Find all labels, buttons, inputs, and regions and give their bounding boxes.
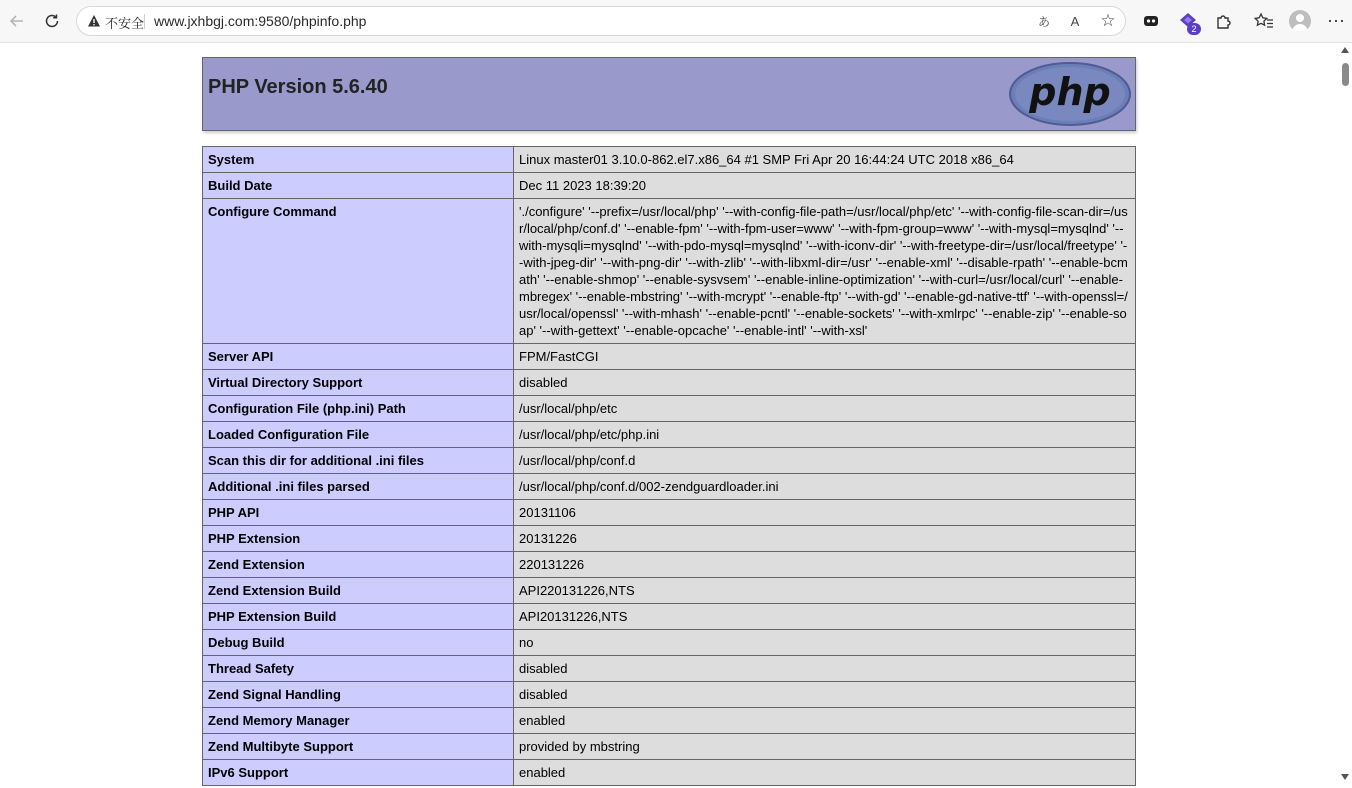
row-value: /usr/local/php/etc — [514, 396, 1136, 422]
refresh-icon[interactable] — [41, 10, 63, 32]
favorites-icon[interactable] — [1253, 10, 1275, 32]
row-key: Scan this dir for additional .ini files — [203, 448, 514, 474]
row-key: Zend Memory Manager — [203, 708, 514, 734]
table-row — [203, 708, 1136, 734]
scrollbar-thumb[interactable] — [1342, 63, 1349, 86]
row-key: Additional .ini files parsed — [203, 474, 514, 500]
row-key: Zend Extension — [203, 552, 514, 578]
row-value: 20131226 — [514, 526, 1136, 552]
row-key: Zend Extension Build — [203, 578, 514, 604]
row-value: enabled — [514, 708, 1136, 734]
address-bar[interactable] — [76, 6, 1126, 36]
row-key: Build Date — [203, 173, 514, 199]
row-value: 20131106 — [514, 500, 1136, 526]
table-row — [203, 734, 1136, 760]
table-row — [203, 199, 1136, 344]
row-key: Loaded Configuration File — [203, 422, 514, 448]
table-row — [203, 370, 1136, 396]
read-aloud-icon[interactable]: A — [1070, 13, 1080, 29]
row-key: Zend Signal Handling — [203, 682, 514, 708]
browser-toolbar — [0, 0, 1352, 43]
url-text[interactable]: www.jxhbgj.com:9580/phpinfo.php — [154, 13, 367, 29]
table-row — [203, 682, 1136, 708]
address-separator — [144, 14, 145, 29]
row-key: Zend Multibyte Support — [203, 734, 514, 760]
profile-icon[interactable] — [1289, 10, 1311, 32]
table-row — [203, 760, 1136, 786]
table-row — [203, 552, 1136, 578]
row-key: PHP API — [203, 500, 514, 526]
phpinfo-table — [202, 146, 1136, 786]
table-row — [203, 656, 1136, 682]
table-row — [203, 344, 1136, 370]
row-key: System — [203, 147, 514, 173]
row-key: Configure Command — [203, 199, 514, 344]
row-value: /usr/local/php/etc/php.ini — [514, 422, 1136, 448]
row-value: /usr/local/php/conf.d/002-zendguardloader.ini — [514, 474, 1136, 500]
row-key: Thread Safety — [203, 656, 514, 682]
row-value: no — [514, 630, 1136, 656]
row-key: Server API — [203, 344, 514, 370]
row-key: Debug Build — [203, 630, 514, 656]
copilot-icon[interactable] — [1140, 10, 1162, 32]
row-key: IPv6 Support — [203, 760, 514, 786]
table-row — [203, 448, 1136, 474]
row-value: /usr/local/php/conf.d — [514, 448, 1136, 474]
read-aloud-translate-icon[interactable]: あ — [1037, 14, 1050, 29]
vertical-scrollbar[interactable] — [1338, 43, 1352, 788]
row-value: API220131226,NTS — [514, 578, 1136, 604]
row-value: enabled — [514, 760, 1136, 786]
row-key: Configuration File (php.ini) Path — [203, 396, 514, 422]
back-icon[interactable] — [6, 10, 28, 32]
row-value: FPM/FastCGI — [514, 344, 1136, 370]
table-row — [203, 422, 1136, 448]
extension-badge: 2 — [1187, 23, 1201, 35]
row-value: provided by mbstring — [514, 734, 1136, 760]
row-value: disabled — [514, 370, 1136, 396]
table-row — [203, 500, 1136, 526]
scroll-down-icon[interactable] — [1341, 774, 1349, 780]
php-logo-icon — [1009, 62, 1131, 126]
row-key: PHP Extension Build — [203, 604, 514, 630]
row-value: disabled — [514, 682, 1136, 708]
page-title: PHP Version 5.6.40 — [208, 76, 388, 98]
php-header — [202, 57, 1136, 131]
table-row — [203, 173, 1136, 199]
table-row — [203, 396, 1136, 422]
row-value: API20131226,NTS — [514, 604, 1136, 630]
row-value: './configure' '--prefix=/usr/local/php' '--with-config-file-path=/usr/local/php/etc' '--with-config-file-scan-dir=/usr/local/php/conf.d' '--enable-fpm' '--with-fpm-user=www' '--with-fpm-group=www' '--with-mysql=mysqlnd' '--with-mysqli=mysqlnd' '--with-pdo-mysql=mysqlnd' '--with-iconv-dir' '--with-freetype-dir=/usr/local/freetype' '--with-jpeg-dir' '--with-png-dir' '--with-zlib' '--with-libxml-dir=/usr' '--enable-xml' '--disable-rpath' '--enable-bcmath' '--enable-shmop' '--enable-sysvsem' '--enable-inline-optimization' '--with-curl=/usr/local/curl' '--enable-mbregex' '--enable-mbstring' '--with-mcrypt' '--enable-ftp' '--with-gd' '--enable-gd-native-ttf' '--with-openssl=/usr/local/openssl' '--with-mhash' '--enable-pcntl' '--enable-sockets' '--with-xmlrpc' '--enable-zip' '--enable-soap' '--with-gettext' '--enable-opcache' '--enable-intl' '--with-xsl' — [514, 199, 1136, 344]
table-row — [203, 526, 1136, 552]
security-label[interactable]: 不安全 — [105, 17, 145, 32]
table-row — [203, 578, 1136, 604]
puzzle-icon[interactable] — [1212, 10, 1234, 32]
warning-icon[interactable] — [87, 14, 101, 28]
table-row — [203, 474, 1136, 500]
php-logo-text: php — [1029, 70, 1111, 114]
table-row — [203, 630, 1136, 656]
more-icon[interactable]: ⋯ — [1327, 10, 1345, 31]
page-content — [0, 43, 1338, 788]
row-key: Virtual Directory Support — [203, 370, 514, 396]
row-value: Linux master01 3.10.0-862.el7.x86_64 #1 SMP Fri Apr 20 16:44:24 UTC 2018 x86_64 — [514, 147, 1136, 173]
row-key: PHP Extension — [203, 526, 514, 552]
row-value: Dec 11 2023 18:39:20 — [514, 173, 1136, 199]
row-value: disabled — [514, 656, 1136, 682]
favorite-star-icon[interactable]: ☆ — [1100, 11, 1116, 30]
table-row — [203, 604, 1136, 630]
row-value: 220131226 — [514, 552, 1136, 578]
table-row — [203, 147, 1136, 173]
scroll-up-icon[interactable] — [1341, 47, 1349, 53]
